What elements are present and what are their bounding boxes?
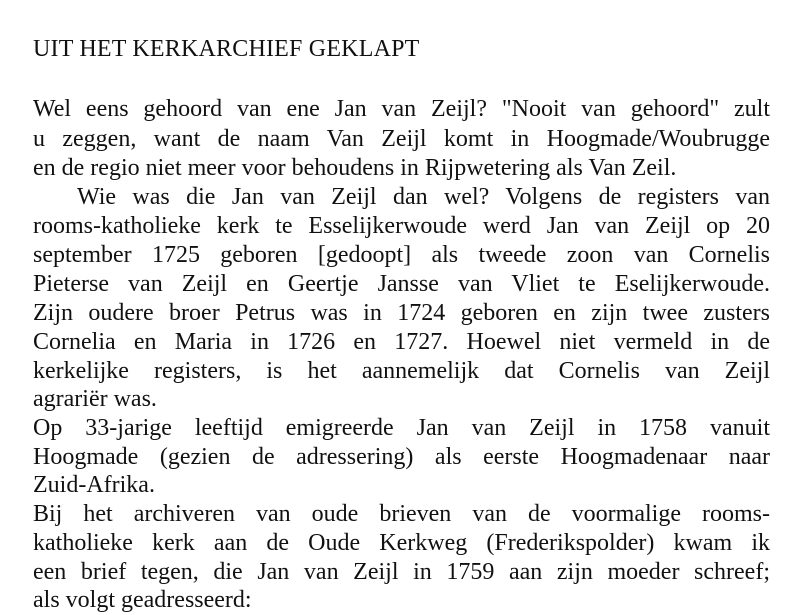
body-line: Cornelia en Maria in 1726 en 1727. Hoewel niet vermeld in de <box>33 329 770 355</box>
body-line: Zijn oudere broer Petrus was in 1724 geboren en zijn twee zusters <box>33 300 770 326</box>
document-title: UIT HET KERKARCHIEF GEKLAPT <box>33 36 420 62</box>
body-line: katholieke kerk aan de Oude Kerkweg (Frederikspolder) kwam ik <box>33 530 770 556</box>
body-line: Op 33-jarige leeftijd emigreerde Jan van Zeijl in 1758 vanuit <box>33 415 770 441</box>
body-line: Wie was die Jan van Zeijl dan wel? Volgens de registers van <box>77 184 770 210</box>
body-line: Pieterse van Zeijl en Geertje Jansse van Vliet te Eselijkerwoude. <box>33 271 770 297</box>
body-line: september 1725 geboren [gedoopt] als tweede zoon van Cornelis <box>33 242 770 268</box>
body-line: u zeggen, want de naam Van Zeijl komt in Hoogmade/Woubrugge <box>33 126 770 152</box>
body-line: agrariër was. <box>33 386 157 412</box>
body-line: rooms-katholieke kerk te Esselijkerwoude werd Jan van Zeijl op 20 <box>33 213 770 239</box>
body-line: kerkelijke registers, is het aannemelijk dat Cornelis van Zeijl <box>33 358 770 384</box>
body-line: Zuid-Afrika. <box>33 472 155 498</box>
body-line: een brief tegen, die Jan van Zeijl in 1759 aan zijn moeder schreef; <box>33 559 770 585</box>
body-line: Hoogmade (gezien de adressering) als eerste Hoogmadenaar naar <box>33 444 770 470</box>
body-line: en de regio niet meer voor behoudens in Rijpwetering als Van Zeil. <box>33 155 677 181</box>
body-line: Wel eens gehoord van ene Jan van Zeijl? "Nooit van gehoord" zult <box>33 96 770 122</box>
body-line: Bij het archiveren van oude brieven van de voormalige rooms- <box>33 501 770 527</box>
body-line: als volgt geadresseerd: <box>33 587 252 613</box>
